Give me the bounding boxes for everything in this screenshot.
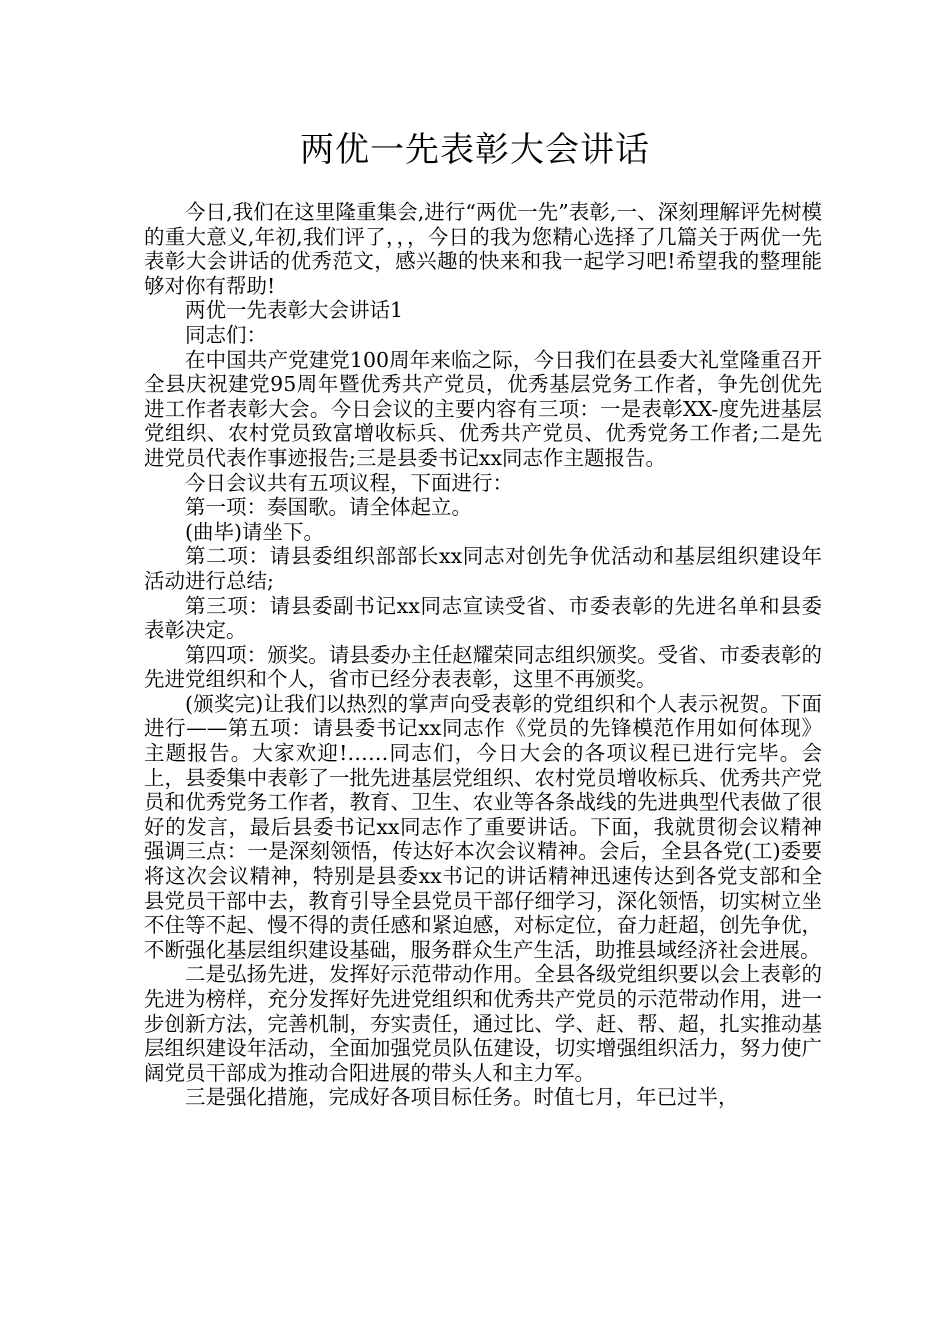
document-body <box>144 200 822 1110</box>
agenda-item-3: 第三项：请县委副书记xx同志宣读受省、市委表彰的先进名单和县委表彰决定。 <box>144 593 822 643</box>
speech-heading: 两优一先表彰大会讲话1 <box>185 298 404 323</box>
agenda-item-1: 第一项：奏国歌。请全体起立。 <box>185 495 472 520</box>
intro-paragraph: 今日,我们在这里隆重集会,进行“两优一先”表彰,一、深刻理解评先树模的重大意义,年初,我们评了，，，今日的我为您精心选择了几篇关于两优一先表彰大会讲话的优秀范文，感兴趣的快来和我一起学习吧!希望我的整理能够对你有帮助! <box>144 200 822 298</box>
body-paragraph: (颁奖完)让我们以热烈的掌声向受表彰的党组织和个人表示祝贺。下面进行——第五项：请县委书记xx同志作《党员的先锋模范作用如何体现》主题报告。大家欢迎!……同志们，今日大会的各项议程已进行完毕。会上，县委集中表彰了一批先进基层党组织、农村党员增收标兵、优秀共产党员和优秀党务工作者，教育、卫生、农业等各条战线的先进典型代表做了很好的发言，最后县委书记xx同志作了重要讲话。下面，我就贯彻会议精神强调三点：一是深刻领悟，传达好本次会议精神。会后，全县各党(工)委要将这次会议精神，特别是县委xx书记的讲话精神迅速传达到各党支部和全县党员干部中去，教育引导全县党员干部仔细学习，深化领悟，切实树立坐不住等不起、慢不得的责任感和紧迫感，对标定位，奋力赶超，创先争优，不断强化基层组织建设基础，服务群众生产生活，助推县域经济社会进展。 <box>144 691 822 962</box>
agenda-intro: 今日会议共有五项议程，下面进行： <box>185 470 513 495</box>
agenda-item-4: 第四项：颁奖。请县委办主任赵耀荣同志组织颁奖。受省、市委表彰的先进党组织和个人，省市已经分表表彰，这里不再颁奖。 <box>144 642 822 692</box>
body-paragraph: 二是弘扬先进，发挥好示范带动作用。全县各级党组织要以会上表彰的先进为榜样，充分发挥好先进党组织和优秀共产党员的示范带动作用，进一步创新方法，完善机制，夯实责任，通过比、学、赶、帮、超，扎实推动基层组织建设年活动，全面加强党员队伍建设，切实增强组织活力，努力使广阔党员干部成为推动合阳进展的带头人和主力军。 <box>144 962 822 1085</box>
body-paragraph: 在中国共产党建党100周年来临之际，今日我们在县委大礼堂隆重召开全县庆祝建党95周年暨优秀共产党员，优秀基层党务工作者，争先创优先进工作者表彰大会。今日会议的主要内容有三项：一是表彰XX-度先进基层党组织、农村党员致富增收标兵、优秀共产党员、优秀党务工作者;二是先进党员代表作事迹报告;三是县委书记xx同志作主题报告。 <box>144 347 822 470</box>
agenda-item-2: 第二项：请县委组织部部长xx同志对创先争优活动和基层组织建设年活动进行总结; <box>144 544 822 593</box>
document-title: 两优一先表彰大会讲话 <box>300 130 650 170</box>
body-paragraph: 三是强化措施，完成好各项目标任务。时值七月，年已过半， <box>185 1085 739 1110</box>
agenda-note: (曲毕)请坐下。 <box>185 519 324 544</box>
salutation: 同志们： <box>185 322 267 347</box>
